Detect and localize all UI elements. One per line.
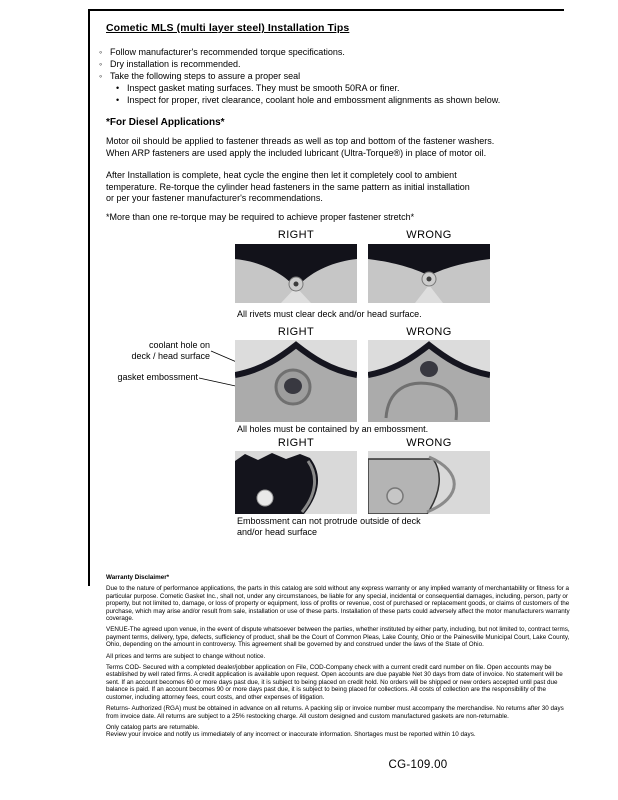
page-code: CG-109.00 — [388, 759, 448, 771]
legal-section — [106, 574, 574, 743]
paragraph-line: Motor oil should be applied to fastener threads as well as top and bottom of the fastener washers. — [106, 136, 495, 146]
embossment-right-diagram — [235, 451, 357, 514]
heat-cycle-paragraph — [106, 170, 470, 205]
rivet-clearance-wrong-diagram — [368, 244, 490, 303]
tip-item: ◦ Follow manufacturer's recommended torque specifications. — [99, 46, 500, 58]
paragraph-line: After Installation is complete, heat cycle the engine then let it completely cool to ambient — [106, 170, 457, 180]
coolant-right-illustration — [235, 340, 357, 422]
diesel-applications-heading: *For Diesel Applications* — [106, 117, 225, 128]
tips-list — [99, 46, 500, 106]
frame-top-border — [88, 9, 564, 11]
wrong-label: WRONG — [406, 229, 452, 241]
diesel-oil-paragraph — [106, 136, 494, 159]
tip-item: ◦ Take the following steps to assure a proper seal — [99, 70, 500, 82]
rivet-wrong-illustration — [368, 244, 490, 303]
legal-paragraph: Review your invoice and notify us immediately of any incorrect or inaccurate information. Shortages must be reported within 10 days. — [106, 731, 476, 739]
paragraph-line: temperature. Re-torque the cylinder head fasteners in the same pattern as initial installation — [106, 181, 470, 192]
callout-line: deck / head surface — [131, 350, 210, 361]
wrong-label: WRONG — [406, 326, 452, 338]
tip-item: ◦ Dry installation is recommended. — [99, 58, 500, 70]
embossment-wrong-diagram — [368, 451, 490, 514]
legal-paragraph: Due to the nature of performance applications, the parts in this catalog are sold without any express warranty or any implied warranty of merchantability or fitness for a particular purpose. Cometic Gasket Inc., shall not, under any circumstances, be liable for any special, incidental or consequential damages, including, person, party or property, but not limited to, damage, or loss of property or equipment, loss of profits or revenue, cost of purchased or replacement goods, or claims of customers of the purchase, which may arise and/or result from sale, installation or use of these parts. Installation of these parts could adversely affect the motor manufacturers warranty coverage. — [106, 585, 570, 623]
legal-paragraph: Terms COD- Secured with a completed dealer/jobber application on File, COD-Company check with a current credit card number on file. Open accounts may be established by well rated firms. A credit application is available upon request. Open accounts are due payable Net 30 days from date of invoice. No statement will be sent. If an account becomes 60 or more days past due, it is subject to being placed on credit hold. No orders will be shipped or new orders accepted until past due balance is paid. If an account becomes 90 or more days past due, it is subject to being placed for collections. All costs of collection are the responsibility of the customer, including attorney fees, court costs, and other expenses of litigation. — [106, 664, 563, 701]
wrong-label: WRONG — [406, 437, 452, 449]
embossment-wrong-illustration — [368, 451, 490, 514]
right-label: RIGHT — [277, 437, 315, 449]
legal-paragraph: VENUE-The agreed upon venue, in the event of dispute whatsoever between the parties, whether instituted by either party, including, but not limited to, contract terms, payment terms, delivery, type, defects, sufficiency of product, shall be the Court of Common Pleas, Lake County, Ohio or the Painesville Municipal Court, Lake County, Ohio, depending on the amount in controversy. This agreement shall be governed by and construed under the laws of the State of Ohio. — [106, 626, 570, 649]
embossment-right-illustration — [235, 451, 357, 514]
page-title: Cometic MLS (multi layer steel) Installation Tips — [106, 22, 350, 34]
caption-line: Embossment can not protrude outside of deck — [237, 516, 421, 526]
gasket-embossment-callout: gasket embossment — [117, 372, 198, 382]
right-label: RIGHT — [277, 326, 315, 338]
warranty-disclaimer-heading: Warranty Disclaimer* — [106, 574, 170, 581]
rivet-clearance-right-diagram — [235, 244, 357, 303]
rivet-right-illustration — [235, 244, 357, 303]
legal-paragraph: Returns- Authorized (RGA) must be obtained in advance on all returns. A packing slip or invoice number must accompany the merchandise. No returns after 30 days from invoice date. All returns are subject to a 25% restocking charge. All custom designed and custom manufactured gaskets are non-returnable. — [106, 705, 564, 720]
legal-paragraph: Only catalog parts are returnable. — [106, 723, 200, 731]
callout-line: coolant hole on — [148, 340, 210, 350]
coolant-hole-wrong-diagram — [368, 340, 490, 422]
legal-paragraph: All prices and terms are subject to change without notice. — [106, 652, 266, 660]
holes-caption: All holes must be contained by an embossment. — [237, 424, 429, 434]
frame-left-border — [88, 9, 90, 586]
coolant-hole-callout — [100, 340, 210, 361]
coolant-wrong-illustration — [368, 340, 490, 422]
coolant-hole-right-diagram — [235, 340, 357, 422]
right-label: RIGHT — [277, 229, 315, 241]
paragraph-line: When ARP fasteners are used apply the included lubricant (Ultra-Torque®) in place of motor oil. — [106, 147, 487, 158]
embossment-caption — [237, 516, 421, 538]
tip-item: • Inspect for proper, rivet clearance, coolant hole and embossment alignments as shown below. — [116, 94, 500, 106]
retorque-note: *More than one re-torque may be required to achieve proper fastener stretch* — [106, 212, 415, 222]
paragraph-line: or per your fastener manufacturer's recommendations. — [106, 193, 323, 203]
tip-item: • Inspect gasket mating surfaces. They must be smooth 50RA or finer. — [116, 82, 500, 94]
caption-line: and/or head surface — [237, 527, 318, 537]
rivet-caption: All rivets must clear deck and/or head surface. — [237, 309, 422, 319]
